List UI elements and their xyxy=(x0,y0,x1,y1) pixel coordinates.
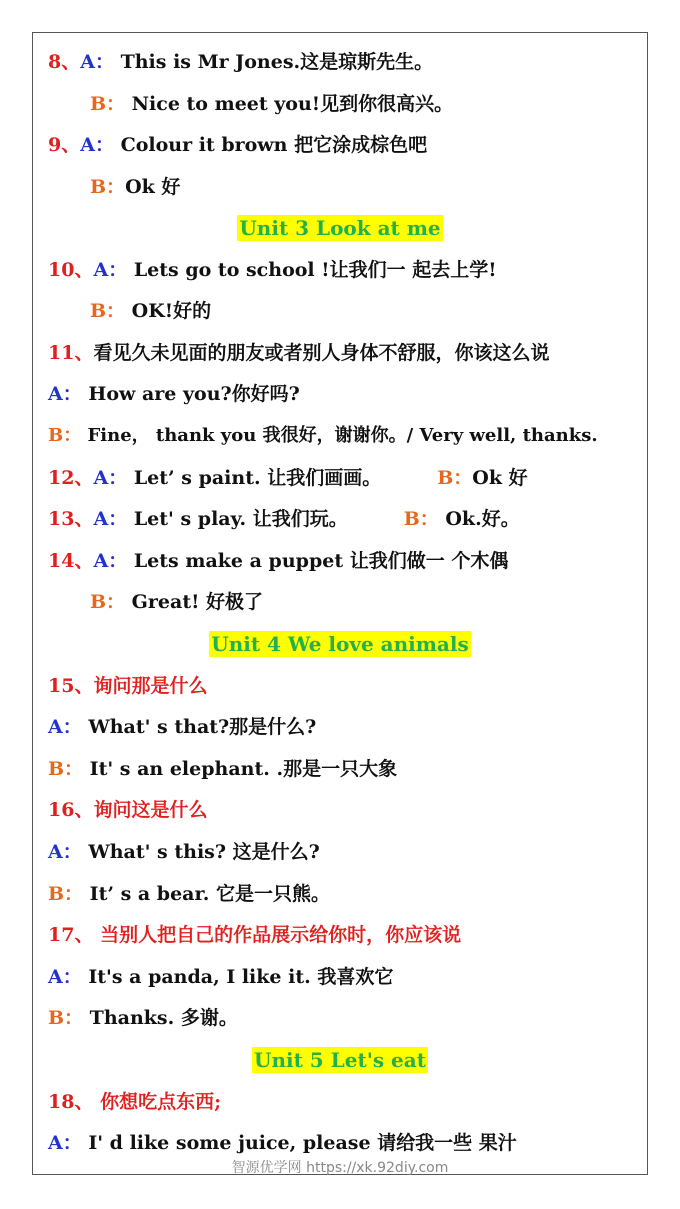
dialogue-line-18 xyxy=(48,1089,221,1115)
item-number: 18、 xyxy=(48,1091,94,1113)
line-text: Ok 好 xyxy=(125,176,181,198)
line-text: Colour it brown 把它涂成棕色吧 xyxy=(113,134,428,156)
item-number: 11、 xyxy=(48,342,94,364)
dialogue-line-10b xyxy=(90,298,211,324)
speaker-a: A： xyxy=(80,134,114,156)
line-text: Thanks. 多谢。 xyxy=(83,1007,238,1029)
dialogue-line-10a xyxy=(48,257,497,283)
dialogue-line-11b xyxy=(48,423,598,449)
unit-title: Unit 4 We love animals xyxy=(211,632,469,656)
unit-heading-3 xyxy=(0,215,680,241)
dialogue-line-14a xyxy=(48,548,508,574)
speaker-a: A： xyxy=(80,51,114,73)
line-text: It’ s a bear. 它是一只熊。 xyxy=(83,883,330,905)
item-number: 15、 xyxy=(48,675,94,697)
unit-title: Unit 5 Let's eat xyxy=(254,1048,426,1072)
line-text: I' d like some juice, please 请给我一些 果汁 xyxy=(81,1132,517,1154)
speaker-b: B： xyxy=(48,758,84,780)
unit-title: Unit 3 Look at me xyxy=(239,216,441,240)
line-text-b: Ok 好 xyxy=(472,467,528,489)
item-number: 17、 xyxy=(48,924,94,946)
item-number: 16、 xyxy=(48,799,94,821)
speaker-a: A： xyxy=(48,841,82,863)
line-text: Fine， thank you 我很好，谢谢你。/ Very well, thanks. xyxy=(81,425,598,446)
speaker-a: A： xyxy=(93,550,128,572)
line-text: Let' s play. 让我们玩。 xyxy=(127,508,348,530)
dialogue-line-11 xyxy=(48,340,549,366)
line-text: This is Mr Jones.这是琼斯先生。 xyxy=(113,51,434,73)
dialogue-line-14b xyxy=(90,589,263,615)
line-text: How are you?你好吗? xyxy=(81,383,300,405)
dialogue-line-16a xyxy=(48,839,320,865)
line-text: It' s an elephant. .那是一只大象 xyxy=(83,758,398,780)
item-number: 8、 xyxy=(48,51,81,73)
dialogue-line-8a xyxy=(48,49,433,75)
dialogue-line-18a xyxy=(48,1130,517,1156)
unit-heading-4 xyxy=(0,631,680,657)
line-text: Lets go to school !让我们一 起去上学! xyxy=(127,259,497,281)
speaker-a: A： xyxy=(93,467,128,489)
section-heading: 你想吃点东西; xyxy=(93,1091,222,1113)
item-number: 9、 xyxy=(48,134,81,156)
dialogue-line-16 xyxy=(48,797,207,823)
speaker-a: A： xyxy=(48,383,82,405)
dialogue-line-9a xyxy=(48,132,427,158)
line-text: Lets make a puppet 让我们做一 个木偶 xyxy=(127,550,509,572)
dialogue-line-13 xyxy=(48,506,520,532)
dialogue-line-15b xyxy=(48,756,397,782)
section-heading: 询问那是什么 xyxy=(93,675,208,697)
speaker-a: A： xyxy=(48,716,82,738)
line-text: It's a panda, I like it. 我喜欢它 xyxy=(81,966,394,988)
line-text: Let’ s paint. 让我们画画。 xyxy=(127,467,382,489)
item-number: 13、 xyxy=(48,508,94,530)
unit-heading-5 xyxy=(0,1047,680,1073)
dialogue-line-11a xyxy=(48,381,300,407)
line-text: OK!好的 xyxy=(125,300,212,322)
speaker-b: B： xyxy=(90,176,126,198)
section-heading: 当别人把自己的作品展示给你时，你应该说 xyxy=(93,924,462,946)
speaker-b: B： xyxy=(90,300,126,322)
item-number: 12、 xyxy=(48,467,94,489)
speaker-b: B： xyxy=(90,93,126,115)
speaker-b: B： xyxy=(48,1007,84,1029)
dialogue-line-8b xyxy=(90,91,453,117)
item-number: 10、 xyxy=(48,259,94,281)
speaker-a: A： xyxy=(93,508,128,530)
speaker-b: B： xyxy=(90,591,126,613)
dialogue-line-17 xyxy=(48,922,461,948)
section-heading: 询问这是什么 xyxy=(93,799,208,821)
line-text-b: Ok.好。 xyxy=(438,508,520,530)
line-text: 看见久未见面的朋友或者别人身体不舒服，你该这么说 xyxy=(93,342,550,364)
speaker-b: B： xyxy=(48,883,84,905)
footer-watermark: 智源优学网 https://xk.92diy.com xyxy=(231,1160,449,1176)
dialogue-line-9b xyxy=(90,174,180,200)
speaker-a: A： xyxy=(48,966,82,988)
dialogue-line-17b xyxy=(48,1005,238,1031)
line-text: Great! 好极了 xyxy=(125,591,264,613)
speaker-b: B： xyxy=(437,467,473,489)
dialogue-line-16b xyxy=(48,881,330,907)
dialogue-line-17a xyxy=(48,964,393,990)
speaker-a: A： xyxy=(93,259,128,281)
speaker-b: B： xyxy=(48,425,82,446)
dialogue-line-15a xyxy=(48,714,316,740)
dialogue-line-15 xyxy=(48,673,207,699)
line-text: What' s that?那是什么? xyxy=(81,716,317,738)
line-text: What' s this? 这是什么? xyxy=(81,841,320,863)
line-text: Nice to meet you!见到你很高兴。 xyxy=(125,93,454,115)
speaker-b: B： xyxy=(403,508,439,530)
speaker-a: A： xyxy=(48,1132,82,1154)
dialogue-line-12 xyxy=(48,465,528,491)
item-number: 14、 xyxy=(48,550,94,572)
